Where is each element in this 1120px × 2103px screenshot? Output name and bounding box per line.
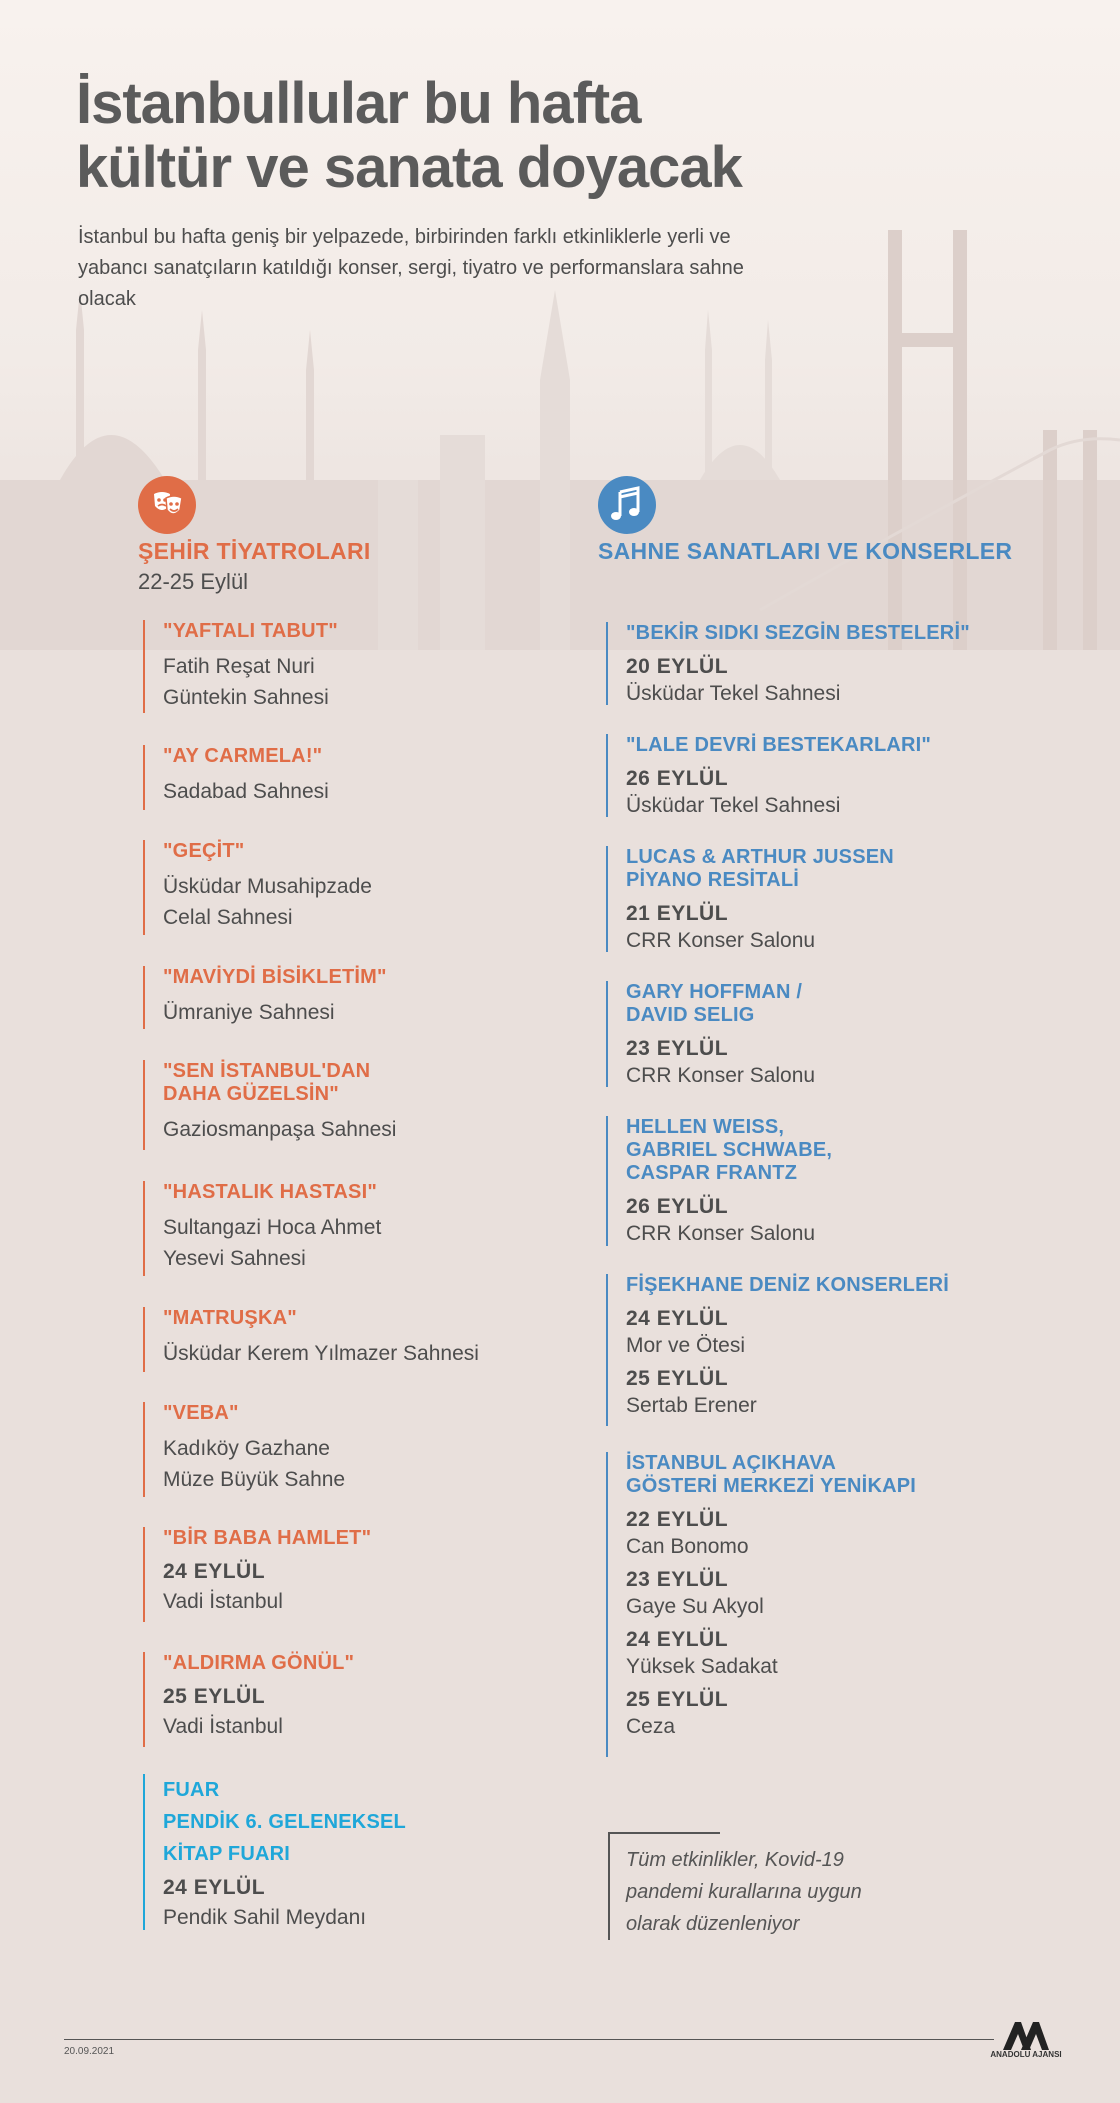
event-date: 24 EYLÜL: [626, 1628, 729, 1651]
concert-entry: [606, 622, 970, 705]
play-title: "YAFTALI TABUT": [163, 620, 338, 642]
play-title: "AY CARMELA!": [163, 745, 323, 767]
artist-name: Yüksek Sadakat: [626, 1655, 778, 1678]
venue-line: Üsküdar Tekel Sahnesi: [626, 794, 841, 817]
event-date: 26 EYLÜL: [626, 1195, 729, 1218]
event-date: 25 EYLÜL: [163, 1685, 266, 1708]
event-date: 24 EYLÜL: [626, 1307, 729, 1330]
venue-line: Üsküdar Tekel Sahnesi: [626, 682, 841, 705]
venue-line: Sultangazi Hoca Ahmet: [163, 1216, 382, 1239]
theater-heading: ŞEHİR TİYATROLARI: [138, 538, 371, 564]
artist-name: Sertab Erener: [626, 1394, 757, 1417]
concerts-column-header: [598, 538, 1038, 565]
theater-entry: [143, 1402, 345, 1497]
venue-line: Müze Büyük Sahne: [163, 1468, 346, 1491]
fisekhane-concerts-entry: [606, 1274, 949, 1426]
concert-series-title-line-2: GÖSTERİ MERKEZİ YENİKAPI: [626, 1475, 917, 1497]
concert-series-title: FİŞEKHANE DENİZ KONSERLERİ: [626, 1274, 950, 1296]
venue-line: Vadi İstanbul: [163, 1715, 283, 1738]
page-subtitle: İstanbul bu hafta geniş bir yelpazede, birbirinden farklı etkinliklerle yerli ve yabancı sanatçıların katıldığı konser, sergi, tiyatro ve performanslara sahne olacak: [78, 226, 744, 310]
concert-title: HELLEN WEISS,: [626, 1116, 785, 1138]
concert-title-line-2: DAVID SELIG: [626, 1004, 755, 1026]
note-line: Tüm etkinlikler, Kovid-19: [626, 1849, 844, 1871]
concert-entry: [606, 981, 815, 1087]
artist-name: Can Bonomo: [626, 1535, 749, 1558]
artist-name: Ceza: [626, 1715, 676, 1738]
venue-line: Ümraniye Sahnesi: [163, 1001, 335, 1024]
anadolu-agency-logo: [997, 2014, 1055, 2074]
venue-line: Üsküdar Musahipzade: [163, 875, 372, 898]
concert-title-line-3: CASPAR FRANTZ: [626, 1162, 798, 1184]
event-date: 22 EYLÜL: [626, 1508, 729, 1531]
note-line: olarak düzenleniyor: [626, 1913, 800, 1935]
event-date: 20 EYLÜL: [626, 655, 729, 678]
play-title: "SEN İSTANBUL'DAN: [163, 1060, 371, 1082]
play-title: "GEÇİT": [163, 840, 245, 862]
event-date: 25 EYLÜL: [626, 1688, 729, 1711]
venue-line: Vadi İstanbul: [163, 1590, 283, 1613]
page-title: [76, 72, 742, 200]
concert-entry: [606, 1116, 832, 1246]
covid-note: [608, 1832, 908, 1940]
theater-date-range: 22-25 Eylül: [138, 569, 249, 594]
theater-column-header: [138, 538, 558, 595]
book-fair-entry: [143, 1774, 406, 1930]
venue-line: CRR Konser Salonu: [626, 929, 816, 952]
play-title-line-2: DAHA GÜZELSİN": [163, 1083, 339, 1105]
venue-line: Gaziosmanpaşa Sahnesi: [163, 1118, 397, 1141]
event-date: 21 EYLÜL: [626, 902, 729, 925]
theater-entry: [143, 966, 387, 1029]
theater-masks-icon: [138, 476, 196, 534]
title-line-1: İstanbullular bu hafta: [76, 71, 641, 136]
artist-name: Mor ve Ötesi: [626, 1334, 746, 1357]
venue-line: Pendik Sahil Meydanı: [163, 1906, 367, 1929]
footer-divider: [64, 2039, 994, 2040]
event-date: 26 EYLÜL: [626, 767, 729, 790]
theater-entry: [143, 620, 338, 713]
event-date: 24 EYLÜL: [163, 1876, 266, 1899]
venue-line: Sadabad Sahnesi: [163, 780, 329, 803]
play-title: "HASTALIK HASTASI": [163, 1181, 378, 1203]
theater-entry: [143, 840, 372, 935]
title-line-2: kültür ve sanata doyacak: [76, 135, 742, 200]
fair-title: PENDİK 6. GELENEKSEL: [163, 1811, 406, 1833]
play-title: "MAVİYDİ BİSİKLETİM": [163, 966, 387, 988]
play-title: "ALDIRMA GÖNÜL": [163, 1652, 355, 1674]
concert-title: "BEKİR SIDKI SEZGİN BESTELERİ": [626, 622, 970, 644]
venue-line: Celal Sahnesi: [163, 906, 293, 929]
event-date: 24 EYLÜL: [163, 1560, 266, 1583]
concert-title-line-2: PİYANO RESİTALİ: [626, 869, 800, 891]
acikhava-concerts-entry: [606, 1452, 916, 1757]
play-title: "MATRUŞKA": [163, 1307, 297, 1329]
venue-line: CRR Konser Salonu: [626, 1064, 816, 1087]
concert-title-line-2: GABRIEL SCHWABE,: [626, 1139, 833, 1161]
theater-entry: [143, 1652, 354, 1747]
venue-line: Fatih Reşat Nuri: [163, 655, 315, 678]
fair-label: FUAR: [163, 1779, 220, 1801]
concert-series-title: İSTANBUL AÇIKHAVA: [626, 1452, 837, 1474]
theater-entry: [143, 1527, 371, 1622]
event-date: 23 EYLÜL: [626, 1037, 729, 1060]
concert-entry: [606, 734, 931, 817]
concert-title: GARY HOFFMAN /: [626, 981, 803, 1003]
concert-entry: [606, 846, 894, 952]
artist-name: Gaye Su Akyol: [626, 1595, 764, 1618]
venue-line: Üsküdar Kerem Yılmazer Sahnesi: [163, 1342, 479, 1365]
footer-date: 20.09.2021: [64, 2046, 115, 2057]
fair-title-line-2: KİTAP FUARI: [163, 1843, 291, 1865]
music-notes-icon: [598, 476, 656, 534]
venue-line: Kadıköy Gazhane: [163, 1437, 330, 1460]
logo-text: ANADOLU AJANSI: [990, 2050, 1062, 2059]
play-title: "VEBA": [163, 1402, 239, 1424]
note-line: pandemi kurallarına uygun: [626, 1881, 862, 1903]
venue-line: Yesevi Sahnesi: [163, 1247, 306, 1270]
concert-title: "LALE DEVRİ BESTEKARLARI": [626, 734, 932, 756]
venue-line: CRR Konser Salonu: [626, 1222, 816, 1245]
theater-entry: [143, 1060, 396, 1150]
play-title: "BİR BABA HAMLET": [163, 1527, 372, 1549]
theater-entry: [143, 1307, 479, 1372]
event-date: 25 EYLÜL: [626, 1367, 729, 1390]
theater-entry: [143, 1181, 381, 1276]
theater-entry: [143, 745, 329, 810]
venue-line: Güntekin Sahnesi: [163, 686, 329, 709]
concerts-heading: SAHNE SANATLARI VE KONSERLER: [598, 538, 1013, 564]
event-date: 23 EYLÜL: [626, 1568, 729, 1591]
concert-title: LUCAS & ARTHUR JUSSEN: [626, 846, 894, 868]
